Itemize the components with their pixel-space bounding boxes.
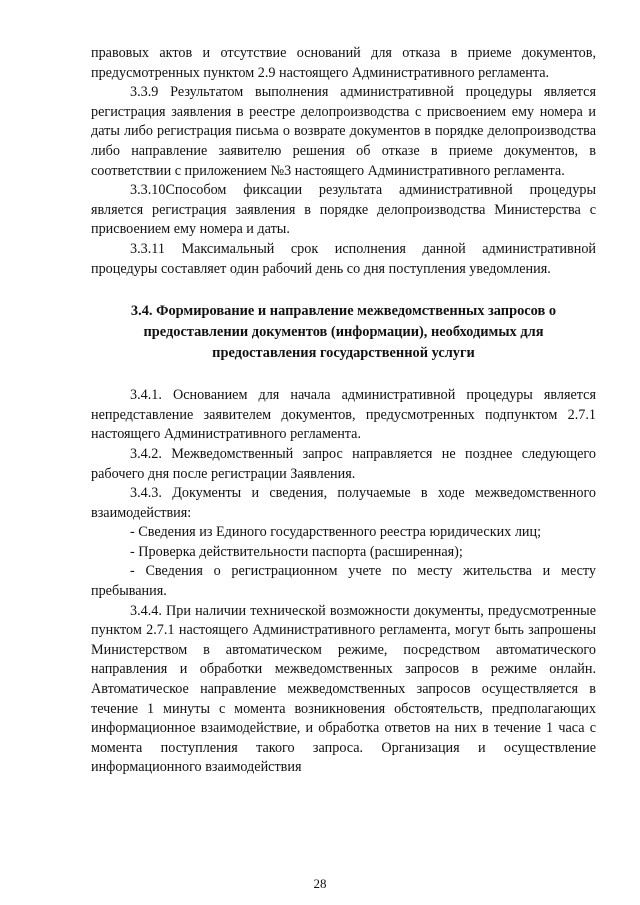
paragraph-3-4-4: 3.4.4. При наличии технической возможности документы, предусмотренные пунктом 2.7.1 настоящего Административного регламента, могут быть запрошены Министерством в автоматическом режиме, посредством автоматического направления и обработки межведомственных запросов в режиме онлайн. Автоматическое направление межведомственных запросов осуществляется в течение 1 минуты с момента возникновения обстоятельств, предполагающих информационное взаимодействие, и обработка ответов на них в течение 1 часа с момента поступления такого запроса. Организация и осуществление информационного взаимодействия <box>91 602 596 776</box>
document-page <box>91 44 596 778</box>
paragraph-3-4-1: 3.4.1. Основанием для начала административной процедуры является непредставление заявителем документов, предусмотренных подпунктом 2.7.1 настоящего Административного регламента. <box>91 387 596 443</box>
paragraph-3-3-11: 3.3.11 Максимальный срок исполнения данной административной процедуры составляет один рабочий день со дня поступления уведомления. <box>91 240 596 277</box>
list-item-registration-record: - Сведения о регистрационном учете по месту жительства и месту пребывания. <box>91 563 596 600</box>
paragraph-3-4-3: 3.4.3. Документы и сведения, получаемые в ходе межведомственного взаимодействия: <box>91 485 596 521</box>
paragraph-3-3-9: 3.3.9 Результатом выполнения административной процедуры является регистрация заявления в реестре делопроизводства с присвоением ему номера и даты либо регистрация письма о возврате документов в порядке делопроизводства либо направление заявителю решения об отказе в приеме документов, в соответствии с приложением №3 настоящего Административного регламента. <box>91 84 596 179</box>
paragraph-continuation: правовых актов и отсутствие оснований для отказа в приеме документов, предусмотренных пунктом 2.9 настоящего Административного регламента. <box>91 45 596 81</box>
page-number: 28 <box>313 876 327 891</box>
list-item-passport-check: - Проверка действительности паспорта (расширенная); <box>130 543 463 560</box>
list-item-egrul: - Сведения из Единого государственного реестра юридических лиц; <box>130 524 542 541</box>
paragraph-3-3-10: 3.3.10Способом фиксации результата административной процедуры является регистрация заявления в порядке делопроизводства Министерства с присвоением ему номера и даты. <box>91 182 596 238</box>
paragraph-3-4-2: 3.4.2. Межведомственный запрос направляется не позднее следующего рабочего дня после регистрации Заявления. <box>91 445 596 482</box>
section-heading-3-4: 3.4. Формирование и направление межведомственных запросов о предоставлении документов (информации), необходимых для предоставления государственной услуги <box>130 303 557 362</box>
